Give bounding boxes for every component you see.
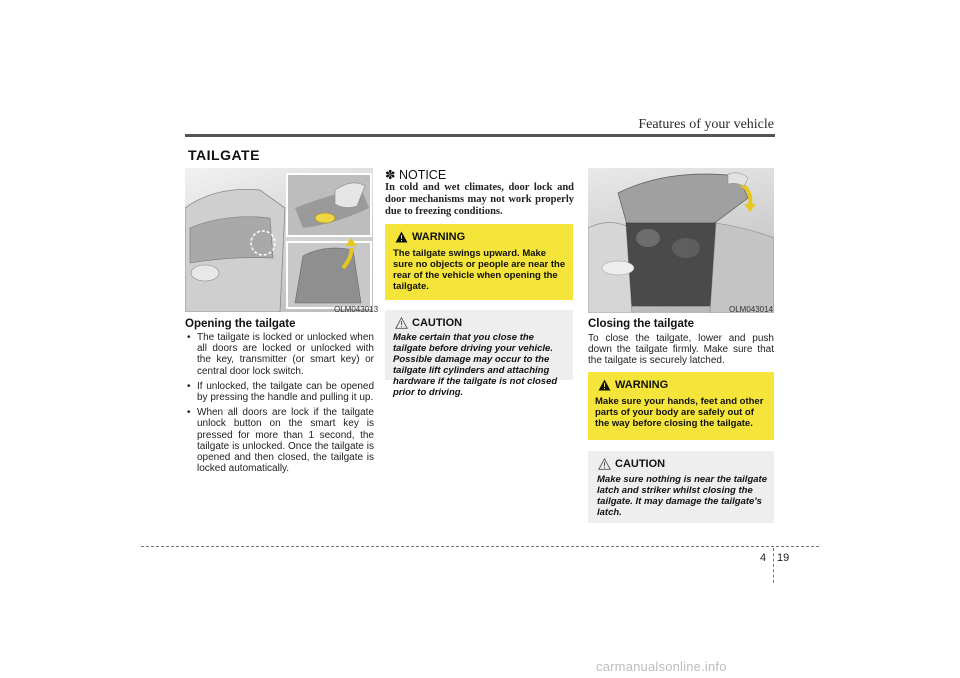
warning-title: WARNING	[412, 231, 466, 243]
caution-text: Make sure nothing is near the tailgate latch and striker whilst closing the tailgate. It may damage the tailgate's latch.	[597, 474, 767, 518]
caution-triangle-icon	[395, 317, 408, 329]
header-rule	[185, 134, 775, 137]
caution-header	[598, 458, 665, 470]
caution-triangle-icon	[598, 458, 611, 470]
caution-box-latch	[588, 451, 774, 523]
notice-title: ✽ NOTICE	[385, 168, 447, 182]
list-item: • The tailgate is locked or unlocked when all doors are locked or unlocked with the key, transmitter (or smart key) or central door lock switch.	[185, 332, 374, 377]
page-number-divider	[773, 548, 774, 583]
tailgate-open-photo	[185, 168, 373, 312]
list-item: • If unlocked, the tailgate can be opened by pressing the handle and pulling it up.	[185, 381, 374, 403]
page-title: TAILGATE	[188, 147, 260, 163]
caution-header	[395, 317, 462, 329]
list-item: • When all doors are lock if the tailgate unlock button on the smart key is pressed for more than 1 second, the tailgate is unlocked. Once the tailgate is opened and then closed, the tailgate is locked automatically.	[185, 407, 374, 474]
closing-tailgate-text: To close the tailgate, lower and push down the tailgate firmly. Make sure that the tailgate is securely latched.	[588, 333, 774, 367]
page-number: 19	[777, 552, 790, 564]
caution-box-drive	[385, 310, 573, 398]
warning-triangle-icon	[598, 379, 611, 391]
closing-tailgate-heading: Closing the tailgate	[588, 318, 695, 330]
warning-header	[598, 379, 668, 391]
warning-header	[395, 231, 465, 243]
notice-text: In cold and wet climates, door lock and door mechanisms may not work properly due to freezing conditions.	[385, 182, 574, 217]
warning-title: WARNING	[615, 379, 669, 391]
warning-box-swing	[385, 224, 573, 300]
chapter-header: Features of your vehicle	[638, 117, 774, 132]
tailgate-close-illustration	[588, 168, 774, 313]
warning-text: The tailgate swings upward. Make sure no objects or people are near the rear of the vehicle when opening the tailgate.	[393, 248, 566, 292]
chapter-number: 4	[760, 552, 767, 564]
opening-tailgate-list	[185, 332, 374, 478]
caution-text: Make certain that you close the tailgate before driving your vehicle. Possible damage may occur to the tailgate lift cylinders and attaching hardware if the tailgate is not closed prior to driving.	[393, 332, 558, 398]
footer-rule	[141, 546, 819, 547]
opening-tailgate-heading: Opening the tailgate	[185, 318, 296, 330]
caution-title: CAUTION	[615, 458, 666, 470]
warning-triangle-icon	[395, 231, 408, 243]
warning-box-hands	[588, 372, 774, 440]
caution-title: CAUTION	[412, 317, 463, 329]
tailgate-open-illustration	[185, 168, 373, 312]
watermark: carmanualsonline.info	[596, 659, 727, 674]
image-code-left: OLM043013	[334, 305, 379, 314]
tailgate-close-photo	[588, 168, 774, 313]
image-code-right: OLM043014	[729, 305, 774, 314]
warning-text: Make sure your hands, feet and other parts of your body are safely out of the way before closing the tailgate.	[595, 396, 764, 429]
